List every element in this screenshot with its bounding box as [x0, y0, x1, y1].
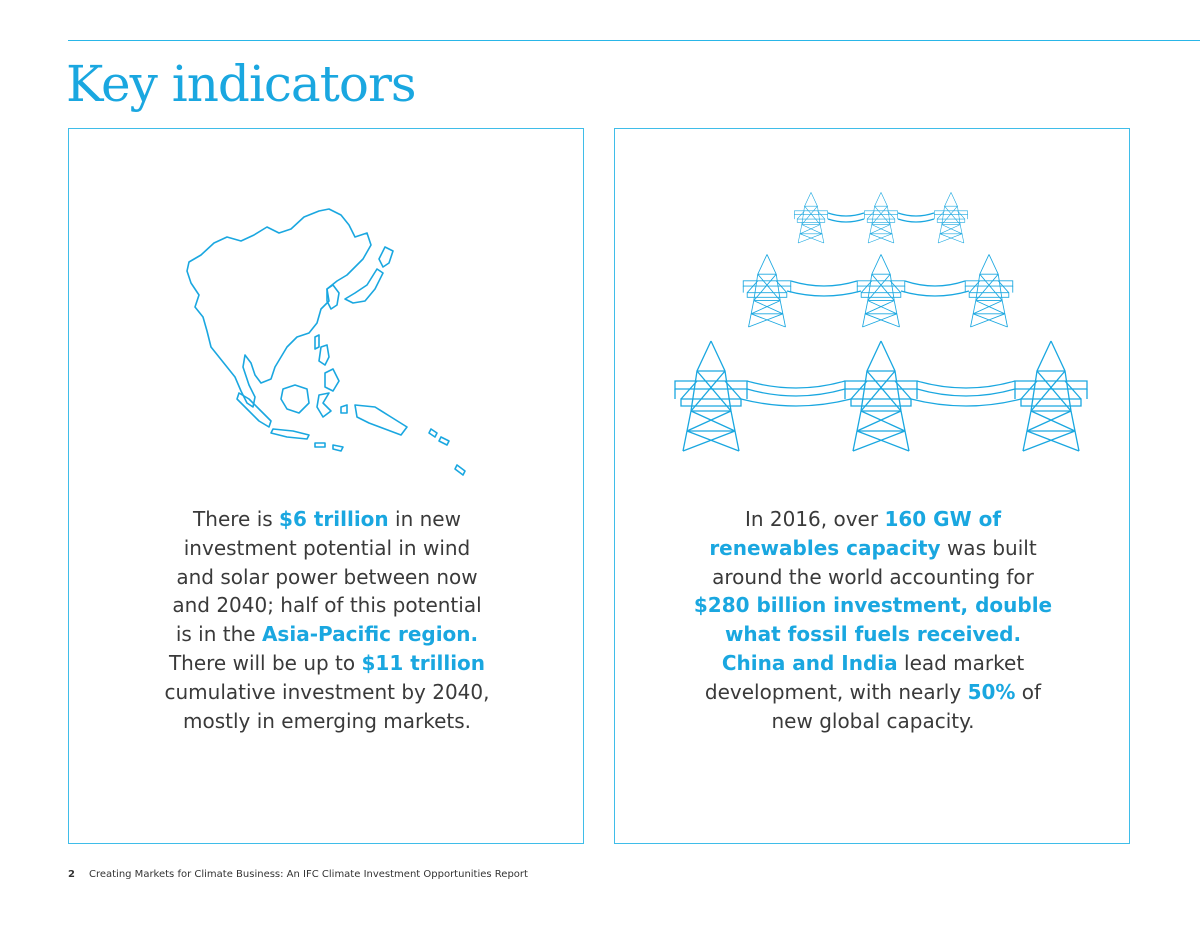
- asia-pacific-map-icon: [169, 207, 479, 479]
- right-indicator-text: [615, 505, 1131, 735]
- left-text-line-7-segment-1: cumulative investment by 2040,: [164, 679, 490, 704]
- right-text-line-5-segment-1: what fossil fuels received.: [724, 622, 1022, 647]
- left-text-line-1-segment-2: $6 trillion: [279, 507, 389, 531]
- right-text-line-2-segment-1: renewables capacity: [709, 535, 941, 560]
- right-text-line-4-segment-1: $280 billion investment, double: [693, 593, 1053, 618]
- right-text-line-6-segment-2: lead market: [897, 650, 1025, 675]
- page-number: 2: [68, 869, 75, 880]
- right-text-line-2-segment-2: was built: [940, 535, 1037, 560]
- right-text-line-1-segment-1: In 2016, over: [744, 507, 885, 531]
- right-text-line-8-segment-1: new global capacity.: [771, 708, 975, 733]
- right-text-line-3-segment-1: around the world accounting for: [712, 564, 1034, 589]
- report-title: Creating Markets for Climate Business: An IFC Climate Investment Opportunities Report: [88, 869, 528, 880]
- page-title: Key indicators: [66, 55, 416, 113]
- right-text-line-7-segment-3: of: [1015, 679, 1042, 704]
- right-indicator-panel: [614, 128, 1130, 844]
- left-text-line-4-segment-1: and 2040; half of this potential: [172, 593, 482, 618]
- power-transmission-towers-icon: [671, 191, 1091, 461]
- page-footer: [68, 868, 528, 882]
- left-text-line-3-segment-1: and solar power between now: [176, 564, 478, 589]
- left-indicator-text: [69, 505, 585, 735]
- right-text-line-7-segment-2: 50%: [967, 679, 1016, 704]
- top-rule: [68, 40, 1200, 41]
- right-text-line-6-segment-1: China and India: [721, 650, 898, 675]
- left-text-line-8-segment-1: mostly in emerging markets.: [182, 708, 472, 733]
- left-text-line-1-segment-1: There is: [193, 507, 280, 531]
- left-text-line-1-segment-3: in new: [388, 507, 461, 531]
- right-text-line-1-segment-2: 160 GW of: [884, 507, 1002, 531]
- right-text-line-7-segment-1: development, with nearly: [704, 679, 968, 704]
- left-text-line-5-segment-2: Asia-Pacific region.: [261, 622, 479, 647]
- left-indicator-panel: [68, 128, 584, 844]
- left-text-line-6-segment-2: $11 trillion: [361, 650, 486, 675]
- left-text-line-2-segment-1: investment potential in wind: [183, 535, 471, 560]
- left-text-line-5-segment-1: is in the: [175, 622, 262, 647]
- left-text-line-6-segment-1: There will be up to: [168, 650, 362, 675]
